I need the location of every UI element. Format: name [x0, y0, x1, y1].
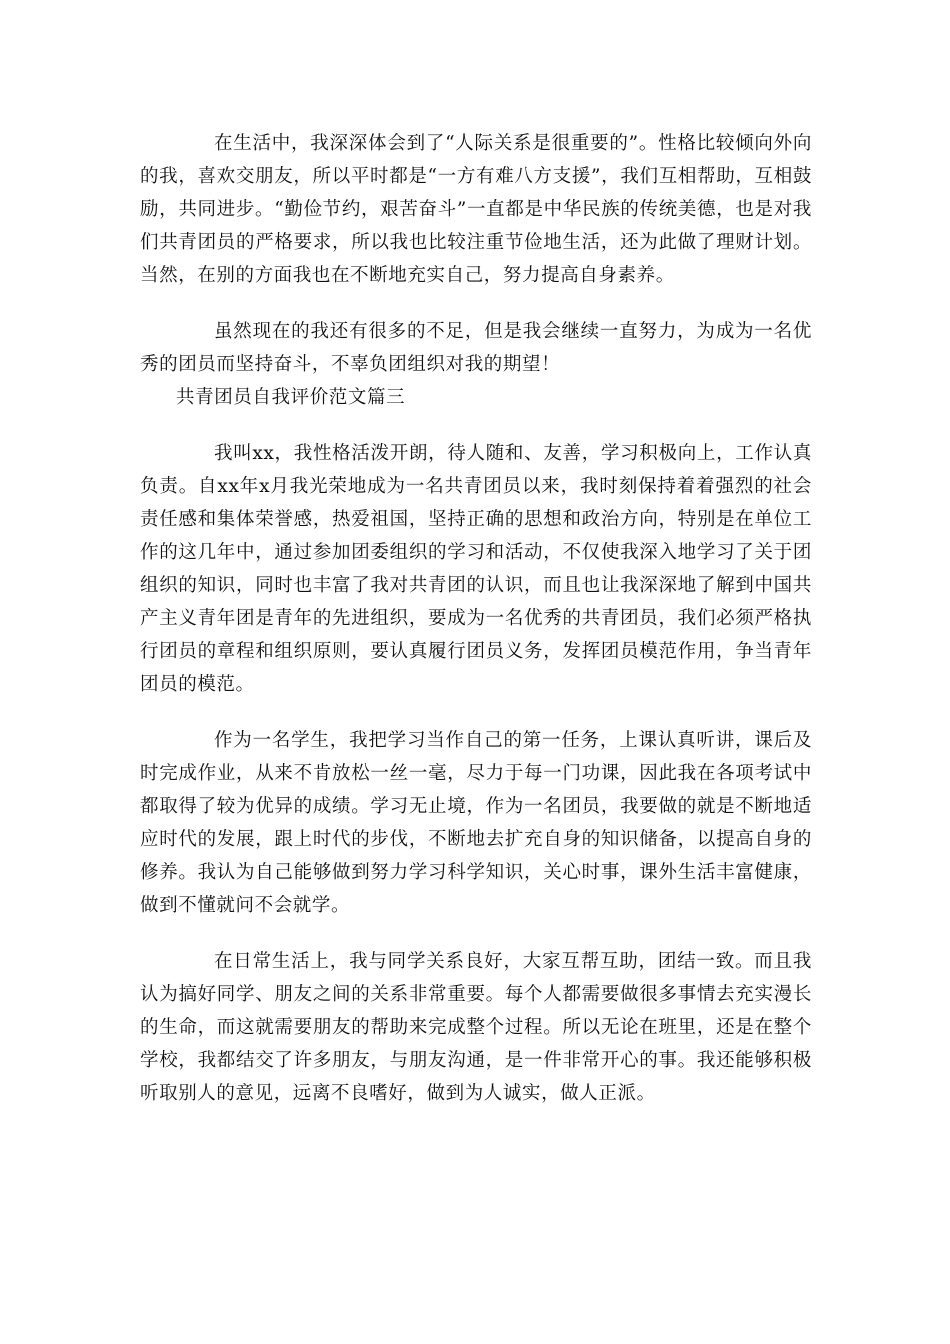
document-body — [140, 127, 812, 1110]
paragraph: 在日常生活上，我与同学关系良好，大家互帮互助，团结一致。而且我认为搞好同学、朋友之间的关系非常重要。每个人都需要做很多事情去充实漫长的生命，而这就需要朋友的帮助来完成整个过程。所以无论在班里，还是在整个学校，我都结交了许多朋友，与朋友沟通，是一件非常开心的事。我还能够积极听取别人的意见，远离不良嗜好，做到为人诚实，做人正派。 — [140, 951, 812, 1104]
paragraph: 在生活中，我深深体会到了“人际关系是很重要的”。性格比较倾向外向的我，喜欢交朋友，所以平时都是“一方有难八方支援”，我们互相帮助，互相鼓励，共同进步。“勤俭节约，艰苦奋斗”一直都是中华民族的传统美德，也是对我们共青团员的严格要求，所以我也比较注重节俭地生活，还为此做了理财计划。当然，在别的方面我也在不断地充实自己，努力提高自身素养。 — [140, 133, 812, 286]
paragraph: 虽然现在的我还有很多的不足，但是我会继续一直努力，为成为一名优秀的团员而坚持奋斗，不辜负团组织对我的期望！ — [140, 321, 812, 375]
paragraph: 我叫xx，我性格活泼开朗，待人随和、友善，学习积极向上，工作认真负责。自xx年x月我光荣地成为一名共青团员以来，我时刻保持着着强烈的社会责任感和集体荣誉感，热爱祖国，坚持正确的思想和政治方向，特别是在单位工作的这几年中，通过参加团委组织的学习和活动，不仅使我深入地学习了关于团组织的知识，同时也丰富了我对共青团的认识，而且也让我深深地了解到中国共产主义青年团是青年的先进组织，要成为一名优秀的共青团员，我们必须严格执行团员的章程和组织原则，要认真履行团员义务，发挥团员模范作用，争当青年团员的模范。 — [140, 443, 812, 695]
paragraph: 作为一名学生，我把学习当作自己的第一任务，上课认真听讲，课后及时完成作业，从来不肯放松一丝一毫，尽力于每一门功课，因此我在各项考试中都取得了较为优异的成绩。学习无止境，作为一名团员，我要做的就是不断地适应时代的发展，跟上时代的步伐，不断地去扩充自身的知识储备，以提高自身的修养。我认为自己能够做到努力学习科学知识，关心时事，课外生活丰富健康，做到不懂就问不会就学。 — [140, 730, 812, 916]
section-heading: 共青团员自我评价范文篇三 — [176, 387, 406, 408]
